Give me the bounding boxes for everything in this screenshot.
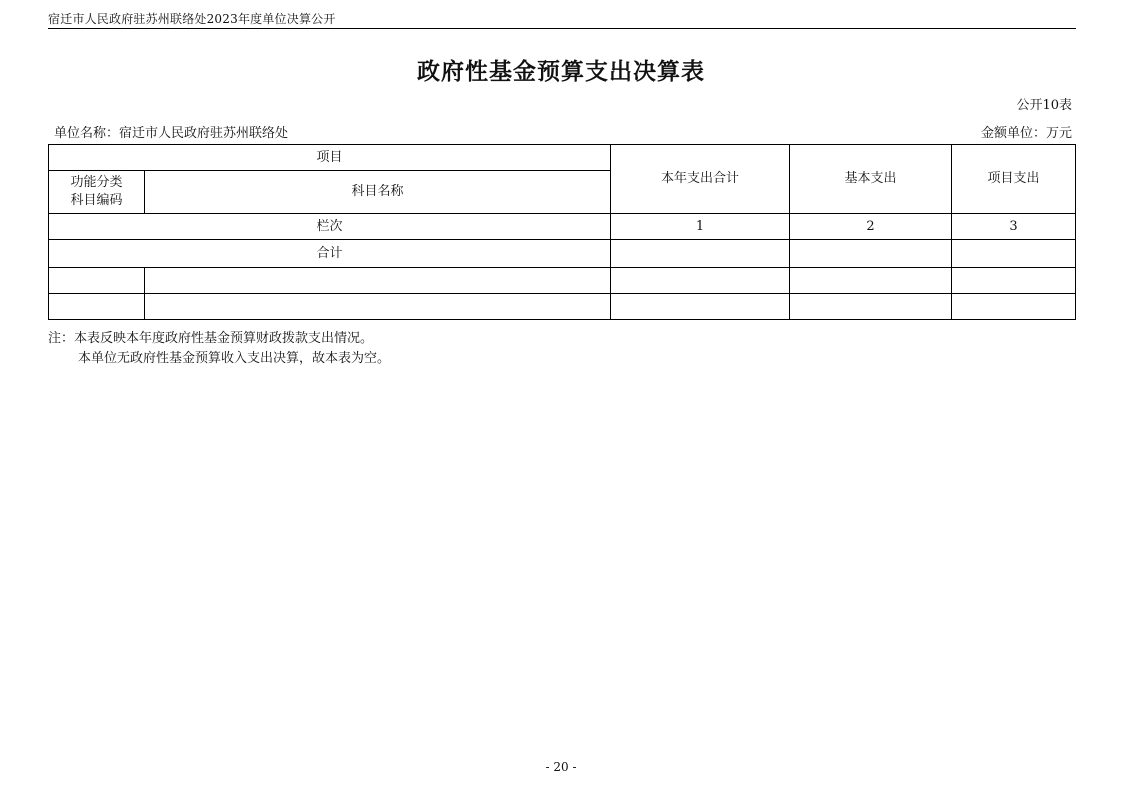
header-rule <box>48 28 1076 29</box>
column-number-3: 3 <box>952 214 1076 240</box>
row-basic-cell <box>790 268 952 294</box>
unit-name: 单位名称：宿迁市人民政府驻苏州联络处 <box>54 126 289 141</box>
col-header-basic: 基本支出 <box>790 145 952 214</box>
column-number-label: 栏次 <box>49 214 611 240</box>
header-row-1 <box>49 145 1076 171</box>
row-code-cell <box>49 268 145 294</box>
sum-project-cell <box>952 240 1076 268</box>
table-row <box>49 294 1076 320</box>
note-line-2: 本单位无政府性基金预算收入支出决算，故本表为空。 <box>78 351 391 366</box>
table-notes <box>48 329 390 369</box>
amount-unit: 金额单位：万元 <box>980 126 1072 141</box>
page-title: 政府性基金预算支出决算表 <box>417 59 705 85</box>
row-total-cell <box>611 294 790 320</box>
note-line-1: 注：本表反映本年度政府性基金预算财政拨款支出情况。 <box>48 331 374 346</box>
column-number-2: 2 <box>790 214 952 240</box>
row-name-cell <box>145 268 611 294</box>
sum-row <box>49 240 1076 268</box>
sum-basic-cell <box>790 240 952 268</box>
column-number-1: 1 <box>611 214 790 240</box>
row-name-cell <box>145 294 611 320</box>
row-basic-cell <box>790 294 952 320</box>
item-group-header: 项目 <box>49 145 611 171</box>
code-header-line2: 科目编码 <box>70 193 123 208</box>
table-row <box>49 268 1076 294</box>
running-header: 宿迁市人民政府驻苏州联络处2023年度单位决算公开 <box>48 12 336 26</box>
expenditure-table <box>48 144 1076 320</box>
column-number-row <box>49 214 1076 240</box>
row-total-cell <box>611 268 790 294</box>
col-header-project: 项目支出 <box>952 145 1076 214</box>
sum-total-cell <box>611 240 790 268</box>
page-number: - 20 - <box>545 760 577 774</box>
sum-label: 合计 <box>49 240 611 268</box>
row-project-cell <box>952 268 1076 294</box>
col-header-total: 本年支出合计 <box>611 145 790 214</box>
row-code-cell <box>49 294 145 320</box>
code-header <box>49 171 145 214</box>
subject-name-header: 科目名称 <box>145 171 611 214</box>
row-project-cell <box>952 294 1076 320</box>
table-number: 公开10表 <box>1016 98 1072 113</box>
code-header-line1: 功能分类 <box>70 175 123 190</box>
